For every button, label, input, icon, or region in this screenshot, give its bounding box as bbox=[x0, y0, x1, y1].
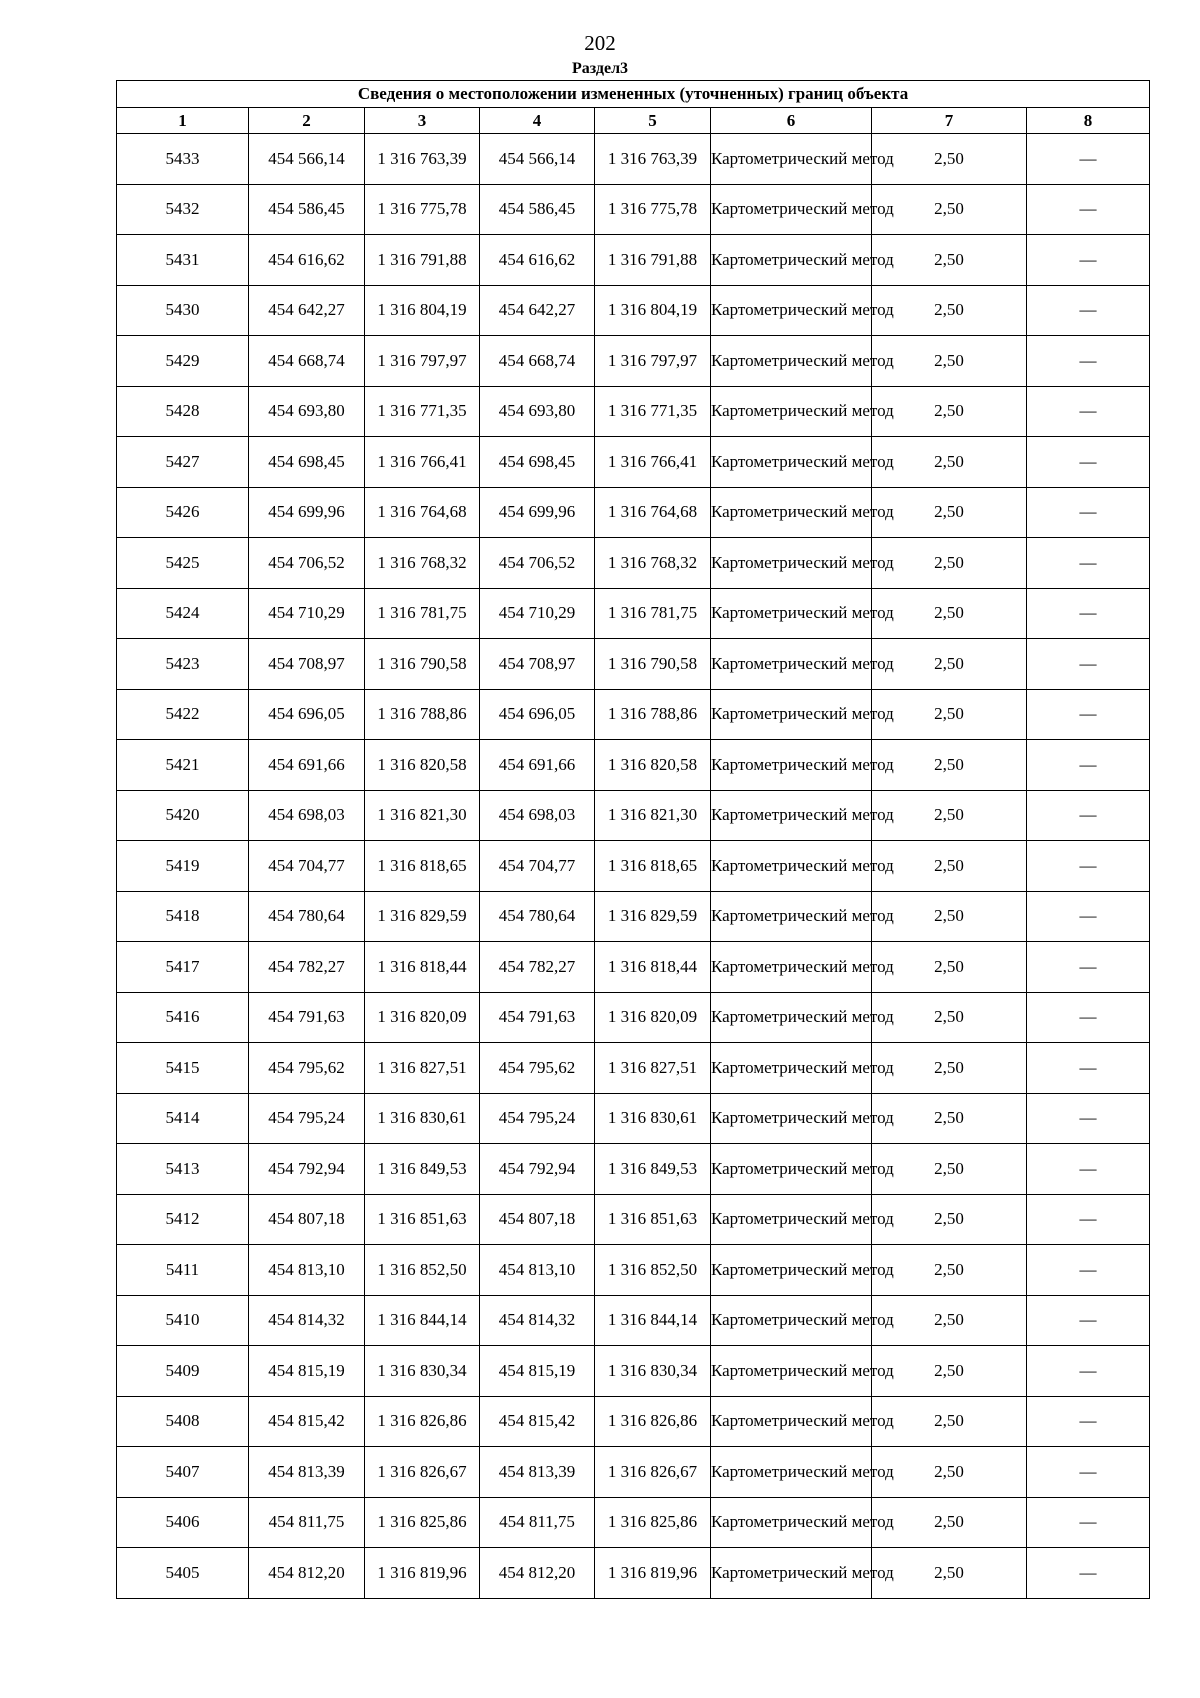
old-x-cell: 454 815,42 bbox=[249, 1396, 365, 1447]
new-x-cell: 454 668,74 bbox=[480, 336, 595, 387]
column-number: 2 bbox=[249, 108, 365, 134]
description-cell: — bbox=[1027, 1497, 1150, 1548]
new-y-cell: 1 316 771,35 bbox=[595, 386, 711, 437]
old-x-cell: 454 693,80 bbox=[249, 386, 365, 437]
point-number-cell: 5426 bbox=[117, 487, 249, 538]
old-y-cell: 1 316 763,39 bbox=[365, 134, 480, 185]
precision-cell: 2,50 bbox=[872, 1043, 1027, 1094]
new-y-cell: 1 316 851,63 bbox=[595, 1194, 711, 1245]
method-cell: Картометрический метод bbox=[711, 1093, 872, 1144]
new-x-cell: 454 708,97 bbox=[480, 639, 595, 690]
precision-cell: 2,50 bbox=[872, 1245, 1027, 1296]
new-x-cell: 454 807,18 bbox=[480, 1194, 595, 1245]
point-number-cell: 5411 bbox=[117, 1245, 249, 1296]
table-row bbox=[117, 588, 1150, 639]
point-number-cell: 5410 bbox=[117, 1295, 249, 1346]
point-number-cell: 5430 bbox=[117, 285, 249, 336]
new-y-cell: 1 316 790,58 bbox=[595, 639, 711, 690]
method-cell: Картометрический метод bbox=[711, 1144, 872, 1195]
old-y-cell: 1 316 830,34 bbox=[365, 1346, 480, 1397]
description-cell: — bbox=[1027, 1346, 1150, 1397]
new-y-cell: 1 316 764,68 bbox=[595, 487, 711, 538]
new-x-cell: 454 792,94 bbox=[480, 1144, 595, 1195]
point-number-cell: 5428 bbox=[117, 386, 249, 437]
table-row bbox=[117, 1548, 1150, 1599]
method-cell: Картометрический метод bbox=[711, 1194, 872, 1245]
old-y-cell: 1 316 827,51 bbox=[365, 1043, 480, 1094]
description-cell: — bbox=[1027, 639, 1150, 690]
point-number-cell: 5408 bbox=[117, 1396, 249, 1447]
table-row bbox=[117, 386, 1150, 437]
new-y-cell: 1 316 826,86 bbox=[595, 1396, 711, 1447]
new-x-cell: 454 813,39 bbox=[480, 1447, 595, 1498]
new-y-cell: 1 316 775,78 bbox=[595, 184, 711, 235]
precision-cell: 2,50 bbox=[872, 1144, 1027, 1195]
table-row bbox=[117, 1144, 1150, 1195]
precision-cell: 2,50 bbox=[872, 942, 1027, 993]
old-x-cell: 454 780,64 bbox=[249, 891, 365, 942]
table-row bbox=[117, 1396, 1150, 1447]
old-y-cell: 1 316 781,75 bbox=[365, 588, 480, 639]
old-y-cell: 1 316 851,63 bbox=[365, 1194, 480, 1245]
precision-cell: 2,50 bbox=[872, 437, 1027, 488]
old-y-cell: 1 316 852,50 bbox=[365, 1245, 480, 1296]
point-number-cell: 5409 bbox=[117, 1346, 249, 1397]
old-y-cell: 1 316 826,86 bbox=[365, 1396, 480, 1447]
point-number-cell: 5424 bbox=[117, 588, 249, 639]
point-number-cell: 5433 bbox=[117, 134, 249, 185]
precision-cell: 2,50 bbox=[872, 386, 1027, 437]
old-y-cell: 1 316 829,59 bbox=[365, 891, 480, 942]
method-cell: Картометрический метод bbox=[711, 235, 872, 286]
new-x-cell: 454 780,64 bbox=[480, 891, 595, 942]
old-x-cell: 454 708,97 bbox=[249, 639, 365, 690]
method-cell: Картометрический метод bbox=[711, 134, 872, 185]
old-x-cell: 454 710,29 bbox=[249, 588, 365, 639]
old-x-cell: 454 698,03 bbox=[249, 790, 365, 841]
precision-cell: 2,50 bbox=[872, 891, 1027, 942]
new-x-cell: 454 710,29 bbox=[480, 588, 595, 639]
new-y-cell: 1 316 820,09 bbox=[595, 992, 711, 1043]
old-y-cell: 1 316 791,88 bbox=[365, 235, 480, 286]
point-number-cell: 5425 bbox=[117, 538, 249, 589]
column-number: 5 bbox=[595, 108, 711, 134]
old-x-cell: 454 782,27 bbox=[249, 942, 365, 993]
precision-cell: 2,50 bbox=[872, 285, 1027, 336]
new-x-cell: 454 782,27 bbox=[480, 942, 595, 993]
precision-cell: 2,50 bbox=[872, 639, 1027, 690]
table-row bbox=[117, 790, 1150, 841]
point-number-cell: 5415 bbox=[117, 1043, 249, 1094]
table-row bbox=[117, 689, 1150, 740]
new-x-cell: 454 815,42 bbox=[480, 1396, 595, 1447]
new-x-cell: 454 586,45 bbox=[480, 184, 595, 235]
new-y-cell: 1 316 830,61 bbox=[595, 1093, 711, 1144]
description-cell: — bbox=[1027, 336, 1150, 387]
old-x-cell: 454 566,14 bbox=[249, 134, 365, 185]
precision-cell: 2,50 bbox=[872, 134, 1027, 185]
precision-cell: 2,50 bbox=[872, 184, 1027, 235]
section-title: Раздел3 bbox=[571, 60, 629, 77]
old-y-cell: 1 316 830,61 bbox=[365, 1093, 480, 1144]
old-x-cell: 454 696,05 bbox=[249, 689, 365, 740]
old-y-cell: 1 316 818,44 bbox=[365, 942, 480, 993]
precision-cell: 2,50 bbox=[872, 1093, 1027, 1144]
new-x-cell: 454 795,62 bbox=[480, 1043, 595, 1094]
table-row bbox=[117, 134, 1150, 185]
new-x-cell: 454 616,62 bbox=[480, 235, 595, 286]
old-x-cell: 454 791,63 bbox=[249, 992, 365, 1043]
old-x-cell: 454 811,75 bbox=[249, 1497, 365, 1548]
new-y-cell: 1 316 804,19 bbox=[595, 285, 711, 336]
point-number-cell: 5421 bbox=[117, 740, 249, 791]
old-y-cell: 1 316 797,97 bbox=[365, 336, 480, 387]
table-caption: Сведения о местоположении измененных (уточненных) границ объекта bbox=[117, 81, 1150, 108]
old-x-cell: 454 815,19 bbox=[249, 1346, 365, 1397]
point-number-cell: 5405 bbox=[117, 1548, 249, 1599]
table-row bbox=[117, 992, 1150, 1043]
new-y-cell: 1 316 791,88 bbox=[595, 235, 711, 286]
new-x-cell: 454 698,45 bbox=[480, 437, 595, 488]
column-number: 3 bbox=[365, 108, 480, 134]
new-x-cell: 454 699,96 bbox=[480, 487, 595, 538]
old-y-cell: 1 316 820,09 bbox=[365, 992, 480, 1043]
method-cell: Картометрический метод bbox=[711, 1346, 872, 1397]
new-y-cell: 1 316 766,41 bbox=[595, 437, 711, 488]
new-x-cell: 454 815,19 bbox=[480, 1346, 595, 1397]
old-x-cell: 454 795,24 bbox=[249, 1093, 365, 1144]
column-number: 4 bbox=[480, 108, 595, 134]
description-cell: — bbox=[1027, 1093, 1150, 1144]
table-row bbox=[117, 1093, 1150, 1144]
table-row bbox=[117, 1295, 1150, 1346]
new-x-cell: 454 812,20 bbox=[480, 1548, 595, 1599]
table-row bbox=[117, 1346, 1150, 1397]
new-y-cell: 1 316 820,58 bbox=[595, 740, 711, 791]
table-row bbox=[117, 538, 1150, 589]
description-cell: — bbox=[1027, 1295, 1150, 1346]
old-x-cell: 454 699,96 bbox=[249, 487, 365, 538]
method-cell: Картометрический метод bbox=[711, 1548, 872, 1599]
precision-cell: 2,50 bbox=[872, 1396, 1027, 1447]
old-y-cell: 1 316 775,78 bbox=[365, 184, 480, 235]
description-cell: — bbox=[1027, 992, 1150, 1043]
new-y-cell: 1 316 825,86 bbox=[595, 1497, 711, 1548]
new-x-cell: 454 795,24 bbox=[480, 1093, 595, 1144]
point-number-cell: 5427 bbox=[117, 437, 249, 488]
description-cell: — bbox=[1027, 790, 1150, 841]
point-number-cell: 5407 bbox=[117, 1447, 249, 1498]
point-number-cell: 5431 bbox=[117, 235, 249, 286]
point-number-cell: 5417 bbox=[117, 942, 249, 993]
table-row bbox=[117, 1497, 1150, 1548]
old-x-cell: 454 706,52 bbox=[249, 538, 365, 589]
new-y-cell: 1 316 763,39 bbox=[595, 134, 711, 185]
description-cell: — bbox=[1027, 1245, 1150, 1296]
point-number-cell: 5418 bbox=[117, 891, 249, 942]
new-x-cell: 454 791,63 bbox=[480, 992, 595, 1043]
new-y-cell: 1 316 768,32 bbox=[595, 538, 711, 589]
precision-cell: 2,50 bbox=[872, 740, 1027, 791]
new-y-cell: 1 316 826,67 bbox=[595, 1447, 711, 1498]
new-y-cell: 1 316 781,75 bbox=[595, 588, 711, 639]
precision-cell: 2,50 bbox=[872, 790, 1027, 841]
new-x-cell: 454 813,10 bbox=[480, 1245, 595, 1296]
description-cell: — bbox=[1027, 1548, 1150, 1599]
old-x-cell: 454 814,32 bbox=[249, 1295, 365, 1346]
column-number: 7 bbox=[872, 108, 1027, 134]
table-row bbox=[117, 1245, 1150, 1296]
new-x-cell: 454 698,03 bbox=[480, 790, 595, 841]
description-cell: — bbox=[1027, 1447, 1150, 1498]
old-y-cell: 1 316 788,86 bbox=[365, 689, 480, 740]
precision-cell: 2,50 bbox=[872, 538, 1027, 589]
description-cell: — bbox=[1027, 1043, 1150, 1094]
method-cell: Картометрический метод bbox=[711, 790, 872, 841]
new-y-cell: 1 316 830,34 bbox=[595, 1346, 711, 1397]
old-x-cell: 454 668,74 bbox=[249, 336, 365, 387]
table-caption-row bbox=[117, 81, 1150, 108]
table-body bbox=[117, 134, 1150, 1599]
precision-cell: 2,50 bbox=[872, 1295, 1027, 1346]
old-x-cell: 454 616,62 bbox=[249, 235, 365, 286]
precision-cell: 2,50 bbox=[872, 1497, 1027, 1548]
new-y-cell: 1 316 849,53 bbox=[595, 1144, 711, 1195]
table-row bbox=[117, 841, 1150, 892]
method-cell: Картометрический метод bbox=[711, 1396, 872, 1447]
precision-cell: 2,50 bbox=[872, 336, 1027, 387]
point-number-cell: 5416 bbox=[117, 992, 249, 1043]
method-cell: Картометрический метод bbox=[711, 1043, 872, 1094]
old-y-cell: 1 316 826,67 bbox=[365, 1447, 480, 1498]
new-y-cell: 1 316 852,50 bbox=[595, 1245, 711, 1296]
new-y-cell: 1 316 819,96 bbox=[595, 1548, 711, 1599]
column-number: 8 bbox=[1027, 108, 1150, 134]
new-x-cell: 454 814,32 bbox=[480, 1295, 595, 1346]
point-number-cell: 5419 bbox=[117, 841, 249, 892]
new-y-cell: 1 316 827,51 bbox=[595, 1043, 711, 1094]
point-number-cell: 5420 bbox=[117, 790, 249, 841]
old-y-cell: 1 316 790,58 bbox=[365, 639, 480, 690]
new-x-cell: 454 706,52 bbox=[480, 538, 595, 589]
precision-cell: 2,50 bbox=[872, 235, 1027, 286]
method-cell: Картометрический метод bbox=[711, 1497, 872, 1548]
precision-cell: 2,50 bbox=[872, 1548, 1027, 1599]
method-cell: Картометрический метод bbox=[711, 437, 872, 488]
point-number-cell: 5423 bbox=[117, 639, 249, 690]
new-x-cell: 454 811,75 bbox=[480, 1497, 595, 1548]
old-y-cell: 1 316 771,35 bbox=[365, 386, 480, 437]
new-x-cell: 454 566,14 bbox=[480, 134, 595, 185]
table-row bbox=[117, 235, 1150, 286]
point-number-cell: 5413 bbox=[117, 1144, 249, 1195]
table-row bbox=[117, 437, 1150, 488]
method-cell: Картометрический метод bbox=[711, 942, 872, 993]
method-cell: Картометрический метод bbox=[711, 1295, 872, 1346]
method-cell: Картометрический метод bbox=[711, 639, 872, 690]
old-y-cell: 1 316 819,96 bbox=[365, 1548, 480, 1599]
description-cell: — bbox=[1027, 1144, 1150, 1195]
new-x-cell: 454 704,77 bbox=[480, 841, 595, 892]
description-cell: — bbox=[1027, 386, 1150, 437]
method-cell: Картометрический метод bbox=[711, 1447, 872, 1498]
old-y-cell: 1 316 766,41 bbox=[365, 437, 480, 488]
precision-cell: 2,50 bbox=[872, 487, 1027, 538]
description-cell: — bbox=[1027, 689, 1150, 740]
precision-cell: 2,50 bbox=[872, 1447, 1027, 1498]
old-x-cell: 454 691,66 bbox=[249, 740, 365, 791]
old-y-cell: 1 316 825,86 bbox=[365, 1497, 480, 1548]
method-cell: Картометрический метод bbox=[711, 285, 872, 336]
description-cell: — bbox=[1027, 841, 1150, 892]
description-cell: — bbox=[1027, 285, 1150, 336]
table-row bbox=[117, 336, 1150, 387]
description-cell: — bbox=[1027, 740, 1150, 791]
old-y-cell: 1 316 821,30 bbox=[365, 790, 480, 841]
method-cell: Картометрический метод bbox=[711, 386, 872, 437]
old-x-cell: 454 813,10 bbox=[249, 1245, 365, 1296]
description-cell: — bbox=[1027, 588, 1150, 639]
point-number-cell: 5406 bbox=[117, 1497, 249, 1548]
new-y-cell: 1 316 818,44 bbox=[595, 942, 711, 993]
old-y-cell: 1 316 820,58 bbox=[365, 740, 480, 791]
precision-cell: 2,50 bbox=[872, 841, 1027, 892]
new-y-cell: 1 316 844,14 bbox=[595, 1295, 711, 1346]
description-cell: — bbox=[1027, 942, 1150, 993]
old-x-cell: 454 704,77 bbox=[249, 841, 365, 892]
old-x-cell: 454 586,45 bbox=[249, 184, 365, 235]
description-cell: — bbox=[1027, 891, 1150, 942]
precision-cell: 2,50 bbox=[872, 1346, 1027, 1397]
method-cell: Картометрический метод bbox=[711, 891, 872, 942]
point-number-cell: 5422 bbox=[117, 689, 249, 740]
table-row bbox=[117, 487, 1150, 538]
table-row bbox=[117, 1447, 1150, 1498]
point-number-cell: 5429 bbox=[117, 336, 249, 387]
method-cell: Картометрический метод bbox=[711, 1245, 872, 1296]
new-x-cell: 454 691,66 bbox=[480, 740, 595, 791]
page-number: 202 bbox=[584, 31, 616, 55]
table-row bbox=[117, 1043, 1150, 1094]
point-number-cell: 5432 bbox=[117, 184, 249, 235]
new-x-cell: 454 642,27 bbox=[480, 285, 595, 336]
description-cell: — bbox=[1027, 184, 1150, 235]
old-x-cell: 454 642,27 bbox=[249, 285, 365, 336]
precision-cell: 2,50 bbox=[872, 588, 1027, 639]
method-cell: Картометрический метод bbox=[711, 538, 872, 589]
column-number-row bbox=[117, 108, 1150, 134]
table-row bbox=[117, 740, 1150, 791]
description-cell: — bbox=[1027, 134, 1150, 185]
precision-cell: 2,50 bbox=[872, 689, 1027, 740]
old-x-cell: 454 698,45 bbox=[249, 437, 365, 488]
table-row bbox=[117, 639, 1150, 690]
old-y-cell: 1 316 849,53 bbox=[365, 1144, 480, 1195]
method-cell: Картометрический метод bbox=[711, 841, 872, 892]
old-x-cell: 454 792,94 bbox=[249, 1144, 365, 1195]
description-cell: — bbox=[1027, 487, 1150, 538]
old-x-cell: 454 807,18 bbox=[249, 1194, 365, 1245]
description-cell: — bbox=[1027, 1194, 1150, 1245]
method-cell: Картометрический метод bbox=[711, 184, 872, 235]
table-row bbox=[117, 184, 1150, 235]
old-y-cell: 1 316 768,32 bbox=[365, 538, 480, 589]
description-cell: — bbox=[1027, 1396, 1150, 1447]
description-cell: — bbox=[1027, 538, 1150, 589]
new-y-cell: 1 316 829,59 bbox=[595, 891, 711, 942]
table-row bbox=[117, 942, 1150, 993]
method-cell: Картометрический метод bbox=[711, 740, 872, 791]
point-number-cell: 5412 bbox=[117, 1194, 249, 1245]
new-x-cell: 454 693,80 bbox=[480, 386, 595, 437]
old-y-cell: 1 316 844,14 bbox=[365, 1295, 480, 1346]
method-cell: Картометрический метод bbox=[711, 487, 872, 538]
new-x-cell: 454 696,05 bbox=[480, 689, 595, 740]
table-row bbox=[117, 285, 1150, 336]
old-x-cell: 454 812,20 bbox=[249, 1548, 365, 1599]
coordinates-table bbox=[116, 80, 1150, 1599]
method-cell: Картометрический метод bbox=[711, 689, 872, 740]
description-cell: — bbox=[1027, 437, 1150, 488]
column-number: 6 bbox=[711, 108, 872, 134]
method-cell: Картометрический метод bbox=[711, 992, 872, 1043]
old-y-cell: 1 316 764,68 bbox=[365, 487, 480, 538]
old-x-cell: 454 813,39 bbox=[249, 1447, 365, 1498]
new-y-cell: 1 316 797,97 bbox=[595, 336, 711, 387]
old-y-cell: 1 316 818,65 bbox=[365, 841, 480, 892]
old-x-cell: 454 795,62 bbox=[249, 1043, 365, 1094]
precision-cell: 2,50 bbox=[872, 1194, 1027, 1245]
old-y-cell: 1 316 804,19 bbox=[365, 285, 480, 336]
new-y-cell: 1 316 788,86 bbox=[595, 689, 711, 740]
point-number-cell: 5414 bbox=[117, 1093, 249, 1144]
new-y-cell: 1 316 821,30 bbox=[595, 790, 711, 841]
method-cell: Картометрический метод bbox=[711, 336, 872, 387]
table-row bbox=[117, 891, 1150, 942]
method-cell: Картометрический метод bbox=[711, 588, 872, 639]
description-cell: — bbox=[1027, 235, 1150, 286]
column-number: 1 bbox=[117, 108, 249, 134]
table-row bbox=[117, 1194, 1150, 1245]
new-y-cell: 1 316 818,65 bbox=[595, 841, 711, 892]
precision-cell: 2,50 bbox=[872, 992, 1027, 1043]
